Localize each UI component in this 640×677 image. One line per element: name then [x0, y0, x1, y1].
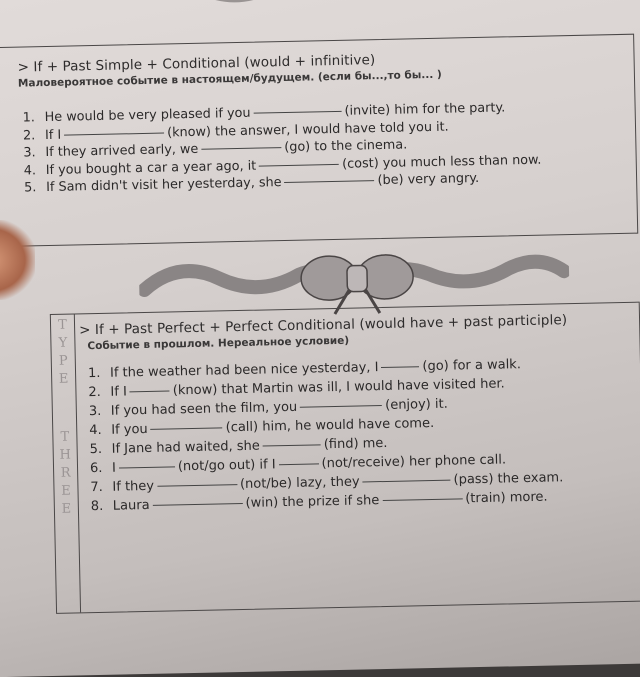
item-text-after: (train) more.	[465, 489, 548, 507]
side-letter: E	[61, 483, 71, 499]
answer-blank[interactable]	[263, 444, 321, 446]
item-number: 2.	[22, 127, 36, 143]
thumb-in-photo	[0, 220, 35, 300]
section2-exercise-list	[88, 354, 564, 516]
item-text-before: If I	[44, 127, 62, 143]
item-text-after: (not/receive) her phone call.	[321, 452, 507, 472]
item-text-after: (call) him, he would have come.	[225, 415, 435, 436]
item-text-before: If you had seen the film, you	[110, 399, 298, 419]
section-type-two	[0, 34, 638, 247]
item-text-middle: (win) the prize if she	[245, 493, 380, 511]
item-number: 5.	[89, 441, 103, 458]
item-number: 1.	[87, 365, 101, 382]
item-text-after: (enjoy) it.	[385, 396, 448, 413]
answer-blank[interactable]	[363, 480, 451, 483]
answer-blank[interactable]	[130, 390, 170, 392]
answer-blank[interactable]	[285, 180, 375, 183]
item-text-before: I	[111, 460, 117, 476]
item-text-after: (find) me.	[323, 435, 388, 453]
item-text-before: If Jane had waited, she	[111, 438, 260, 457]
item-number: 4.	[89, 422, 102, 439]
item-number: 8.	[90, 498, 104, 515]
item-text-after: (go) to the cinema.	[284, 137, 408, 156]
item-text-after: (cost) you much less than now.	[342, 152, 542, 172]
item-text-before: If I	[110, 384, 128, 400]
item-text-before: Laura	[112, 497, 150, 514]
item-text-before: If you	[111, 421, 148, 438]
item-text-after: (know) that Martin was ill, I would have visited her.	[172, 376, 505, 399]
answer-blank[interactable]	[157, 484, 237, 487]
item-number: 5.	[24, 180, 37, 196]
answer-blank[interactable]	[259, 163, 339, 166]
section2-subheading: Событие в прошлом. Нереальное условие)	[87, 334, 350, 353]
section1-heading: > If + Past Simple + Conditional (would + infinitive)	[17, 52, 376, 76]
answer-blank[interactable]	[382, 498, 462, 501]
item-number: 3.	[23, 145, 36, 161]
item-text-after: (go) for a walk.	[422, 357, 522, 375]
item-number: 3.	[88, 403, 102, 420]
item-number: 4.	[23, 162, 37, 178]
side-letter: R	[60, 465, 71, 481]
item-text-before: If Sam didn't visit her yesterday, she	[46, 175, 282, 196]
side-letter: E	[58, 371, 69, 387]
item-text-after: (pass) the exam.	[453, 470, 564, 488]
item-text-after: (invite) him for the party.	[344, 100, 506, 119]
section2-heading: > If + Past Perfect + Perfect Conditional (would have + past participle)	[78, 312, 568, 339]
answer-blank[interactable]	[381, 366, 419, 368]
answer-blank[interactable]	[153, 503, 243, 506]
answer-blank[interactable]	[201, 147, 281, 150]
item-text-before: If they	[112, 478, 155, 495]
side-letter: P	[58, 353, 68, 369]
section1-subheading: Маловероятное событие в настоящем/будущем. (если бы...,то бы... )	[17, 68, 442, 90]
item-number: 1.	[22, 110, 36, 126]
side-letter: Y	[58, 335, 68, 351]
section1-exercise-list	[23, 99, 542, 197]
side-letter: T	[60, 429, 70, 445]
top-ornament-decoration	[23, 0, 544, 16]
item-number: 7.	[90, 479, 104, 496]
answer-blank[interactable]	[254, 111, 342, 114]
item-text-before: If you bought a car a year ago, it	[45, 158, 257, 178]
item-text-middle: (not/go out) if I	[177, 457, 276, 475]
type-three-side-label	[51, 314, 81, 612]
side-letter: E	[61, 501, 72, 517]
answer-blank[interactable]	[64, 132, 164, 135]
side-letter: T	[58, 317, 68, 333]
item-text-before: He would be very pleased if you	[44, 105, 251, 126]
side-letter: H	[59, 447, 72, 463]
item-text-after: (be) very angry.	[377, 170, 480, 189]
item-text-after: (know) the answer, I would have told you it.	[167, 119, 449, 140]
item-text-middle: (not/be) lazy, they	[239, 474, 360, 493]
answer-blank[interactable]	[279, 463, 319, 465]
answer-blank[interactable]	[300, 405, 382, 408]
section-type-three	[50, 302, 640, 614]
item-text-before: If the weather had been nice yesterday, I	[109, 360, 379, 381]
answer-blank[interactable]	[151, 427, 223, 430]
item-number: 6.	[89, 460, 103, 477]
item-number: 2.	[88, 384, 102, 401]
answer-blank[interactable]	[119, 466, 175, 468]
item-text-before: If they arrived early, we	[45, 141, 199, 161]
